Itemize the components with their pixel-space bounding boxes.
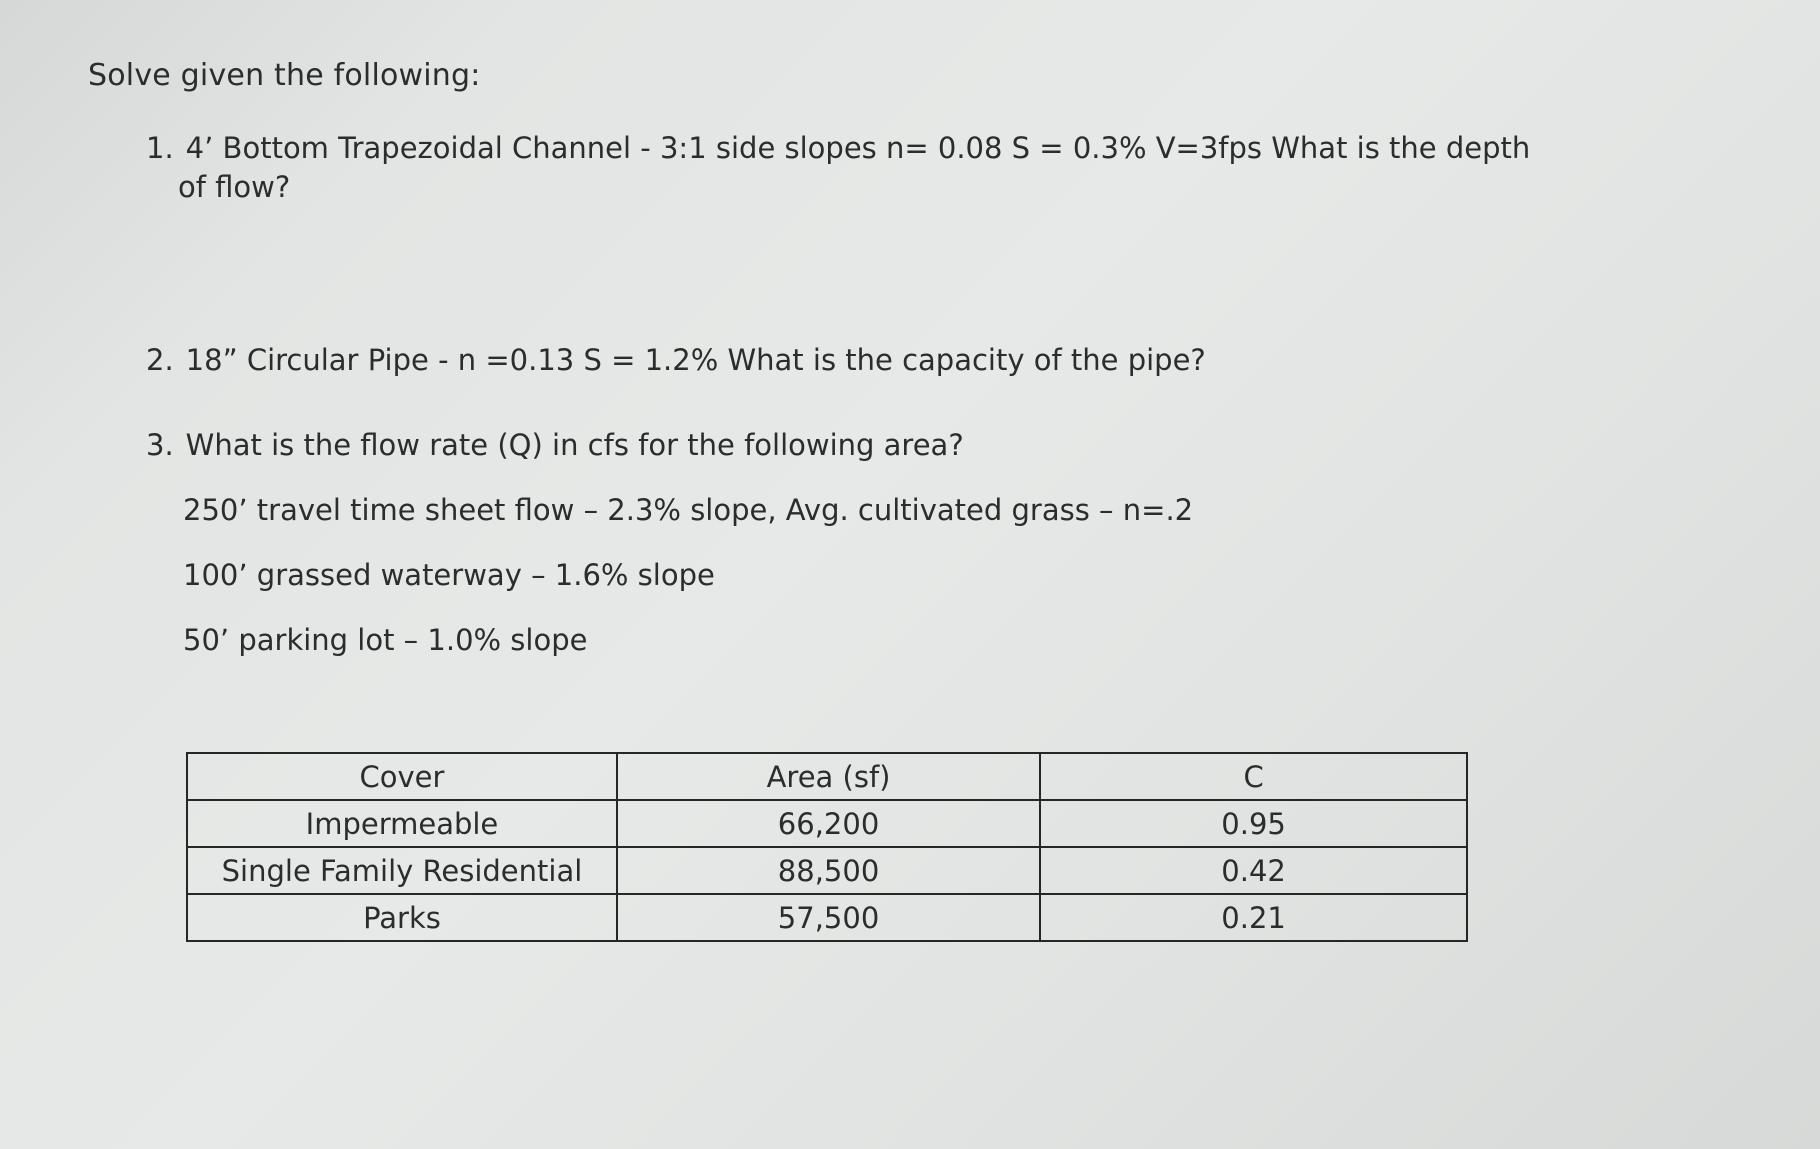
cell-c: 0.42 [1040, 847, 1467, 894]
question-3-item-parking-lot: 50’ parking lot – 1.0% slope [183, 623, 588, 657]
header-cover: Cover [187, 753, 617, 800]
cell-area: 66,200 [617, 800, 1040, 847]
question-2-number: 2. [146, 343, 174, 377]
question-1-continuation: of flow? [178, 170, 291, 204]
cover-area-table [186, 752, 1468, 942]
table-row [187, 847, 1467, 894]
question-3-text: What is the flow rate (Q) in cfs for the following area? [185, 428, 964, 462]
question-3-item-grassed-waterway: 100’ grassed waterway – 1.6% slope [183, 558, 715, 592]
cell-area: 57,500 [617, 894, 1040, 941]
question-1-number: 1. [146, 131, 174, 165]
table-row [187, 800, 1467, 847]
question-2 [146, 340, 1206, 380]
cell-cover: Parks [187, 894, 617, 941]
question-3-item-sheet-flow: 250’ travel time sheet flow – 2.3% slope, Avg. cultivated grass – n=.2 [183, 493, 1194, 527]
header-area: Area (sf) [617, 753, 1040, 800]
question-1 [146, 128, 1530, 168]
question-1-text: 4’ Bottom Trapezoidal Channel - 3:1 side slopes n= 0.08 S = 0.3% V=3fps What is the depth [185, 131, 1531, 165]
cell-cover: Impermeable [187, 800, 617, 847]
cell-cover: Single Family Residential [187, 847, 617, 894]
header-c: C [1040, 753, 1467, 800]
table-header-row [187, 753, 1467, 800]
table-row [187, 894, 1467, 941]
cell-c: 0.95 [1040, 800, 1467, 847]
cell-area: 88,500 [617, 847, 1040, 894]
question-3-number: 3. [146, 428, 174, 462]
question-2-text: 18” Circular Pipe - n =0.13 S = 1.2% What is the capacity of the pipe? [185, 343, 1206, 377]
cell-c: 0.21 [1040, 894, 1467, 941]
page-heading: Solve given the following: [88, 58, 481, 93]
question-3 [146, 425, 964, 465]
